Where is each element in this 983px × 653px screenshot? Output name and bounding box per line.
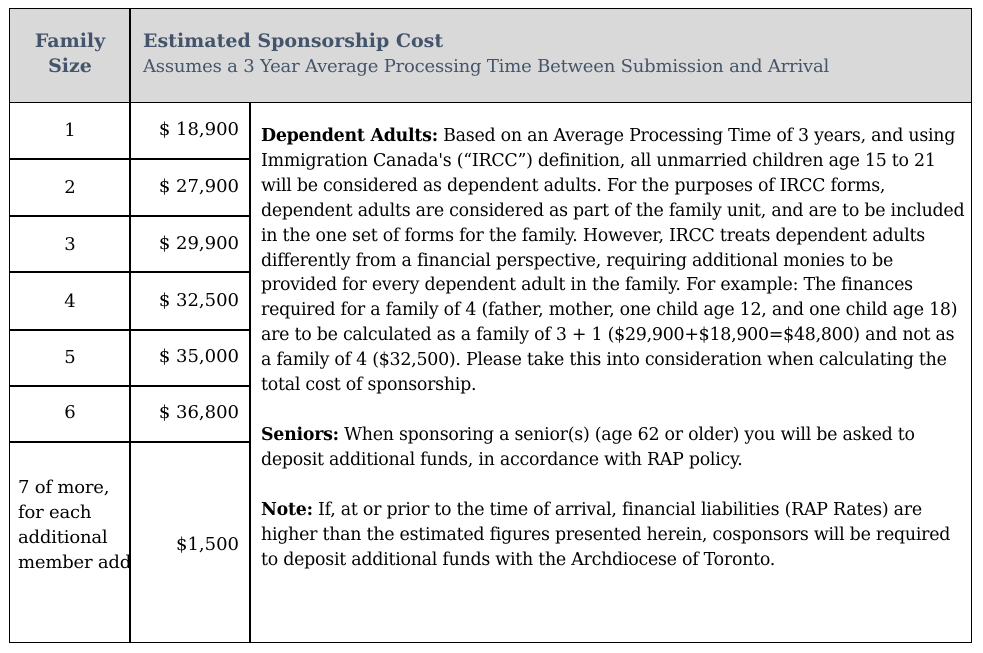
row-divider [10, 271, 250, 273]
row-divider [10, 329, 250, 331]
column-divider [249, 102, 251, 642]
family-size-7-plus: 7 of more, for each additional member add [18, 477, 132, 573]
notes-column [261, 124, 966, 573]
cost-6: $ 36,800 [158, 402, 239, 423]
sponsorship-cost-table [9, 8, 972, 643]
seniors-note [261, 423, 966, 473]
dependent-adults-note [261, 124, 966, 398]
dependent-adults-text: Based on an Average Processing Time of 3 years, and using Immigration Canada's (“IRCC”) definition, all unmarried children age 15 to 21 will be considered as dependent adults. For the purposes of IRCC forms, dependent adults are considered as part of the family unit, and are to be included in the one set of forms for the family. However, IRCC treats dependent adults differently from a financial perspective, requiring additional monies to be provided for every dependent adult in the family. For example: The finances required for a family of 4 (father, mother, one child age 12, and one child age 18) are to be calculated as a family of 3 + 1 ($29,900+$18,900=$48,800) and not as a family of 4 ($32,500). Please take this into consideration when calculating the total cost of sponsorship. [261, 126, 965, 396]
family-size-1: 1 [64, 120, 76, 141]
family-size-4: 4 [64, 291, 76, 312]
family-size-header: Family Size [34, 30, 106, 77]
note-text: If, at or prior to the time of arrival, financial liabilities (RAP Rates) are higher than the estimated figures presented herein, cosponsors will be required to deposit additional funds with the Archdiocese of Toronto. [261, 499, 951, 570]
cost-header [143, 29, 829, 79]
row-divider [10, 158, 250, 160]
row-divider [10, 385, 250, 387]
cost-4: $ 32,500 [158, 290, 239, 311]
cost-2: $ 27,900 [158, 176, 239, 197]
cost-5: $ 35,000 [158, 346, 239, 367]
row-divider [10, 215, 250, 217]
cost-1: $ 18,900 [158, 119, 239, 140]
table-header [10, 9, 971, 103]
family-size-3: 3 [64, 234, 76, 255]
row-divider [10, 441, 250, 443]
general-note [261, 498, 966, 573]
cost-7-plus: $1,500 [176, 534, 239, 555]
family-size-2: 2 [64, 177, 76, 198]
family-size-6: 6 [64, 402, 76, 423]
family-size-5: 5 [64, 347, 76, 368]
dependent-adults-label: Dependent Adults: [261, 126, 438, 146]
seniors-label: Seniors: [261, 424, 339, 445]
cost-3: $ 29,900 [158, 233, 239, 254]
cost-header-subtitle: Assumes a 3 Year Average Processing Time Between Submission and Arrival [143, 56, 830, 77]
cost-header-title: Estimated Sponsorship Cost [143, 30, 444, 52]
note-label: Note: [261, 499, 313, 520]
seniors-text: When sponsoring a senior(s) (age 62 or older) you will be asked to deposit additional funds, in accordance with RAP policy. [261, 424, 915, 470]
